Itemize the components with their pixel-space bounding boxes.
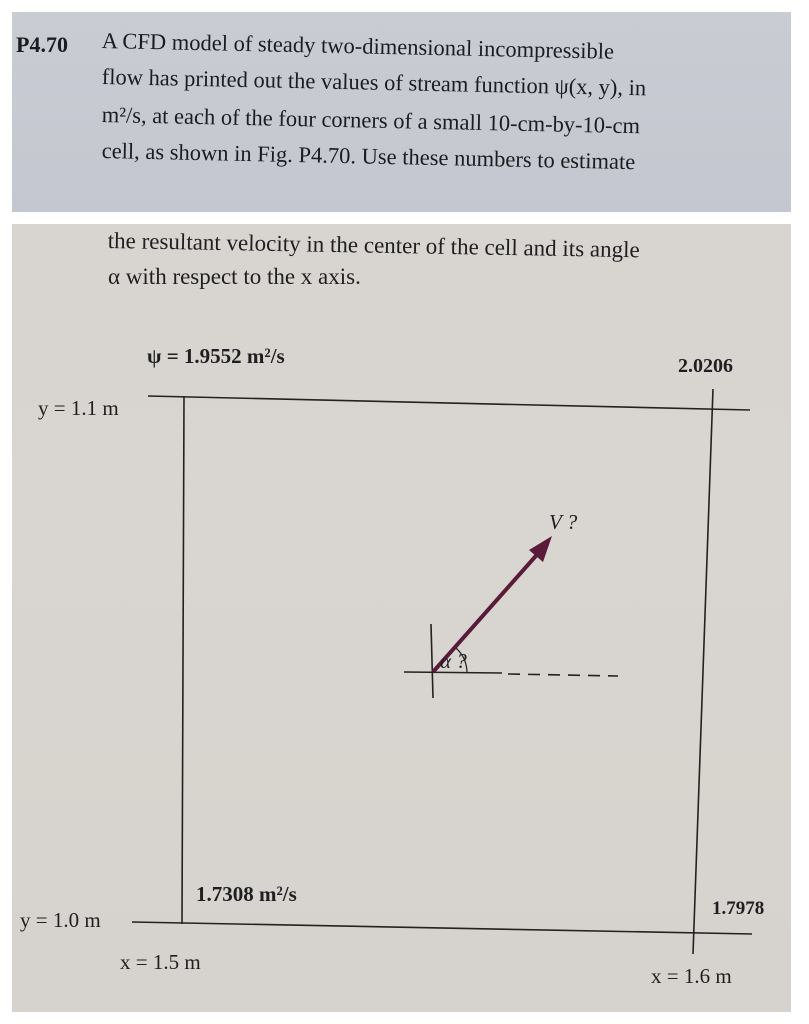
cell-top-line (148, 396, 750, 410)
y-bottom-label: y = 1.0 m (20, 908, 101, 932)
statement-line-4: cell, as shown in Fig. P4.70. Use these numbers to estimate (101, 138, 636, 175)
psi-top-left-label: ψ = 1.9552 m²/s (147, 344, 285, 368)
psi-top-right-label: 2.0206 (678, 355, 733, 377)
x-left-label: x = 1.5 m (120, 950, 201, 974)
statement-line-2: flow has printed out the values of stream function ψ(x, y), in (101, 64, 647, 101)
center-vertical-axis (431, 624, 433, 698)
cell-bottom-line (132, 922, 752, 934)
problem-statement-panel (12, 12, 791, 212)
statement-line-3: m²/s, at each of the four corners of a small 10-cm-by-10-cm (101, 102, 641, 139)
velocity-label: V ? (549, 510, 578, 534)
statement-line-1: A CFD model of steady two-dimensional incompressible (101, 28, 615, 64)
cell-left-line (182, 396, 184, 924)
angle-label: α ? (440, 649, 467, 673)
problem-number: P4.70 (16, 32, 68, 57)
y-top-label: y = 1.1 m (38, 396, 119, 420)
figure-p4-70 (12, 224, 791, 1012)
x-right-label: x = 1.6 m (651, 964, 732, 988)
cell-right-line (693, 389, 713, 954)
continuation-line-1: the resultant velocity in the center of the cell and its angle (107, 228, 640, 263)
cell-diagram (12, 224, 791, 1012)
psi-bottom-left-label: 1.7308 m²/s (196, 882, 297, 906)
x-axis-reference-dashed (508, 674, 618, 676)
psi-bottom-right-label: 1.7978 (712, 898, 765, 919)
continuation-line-2: α with respect to the x axis. (108, 264, 361, 289)
